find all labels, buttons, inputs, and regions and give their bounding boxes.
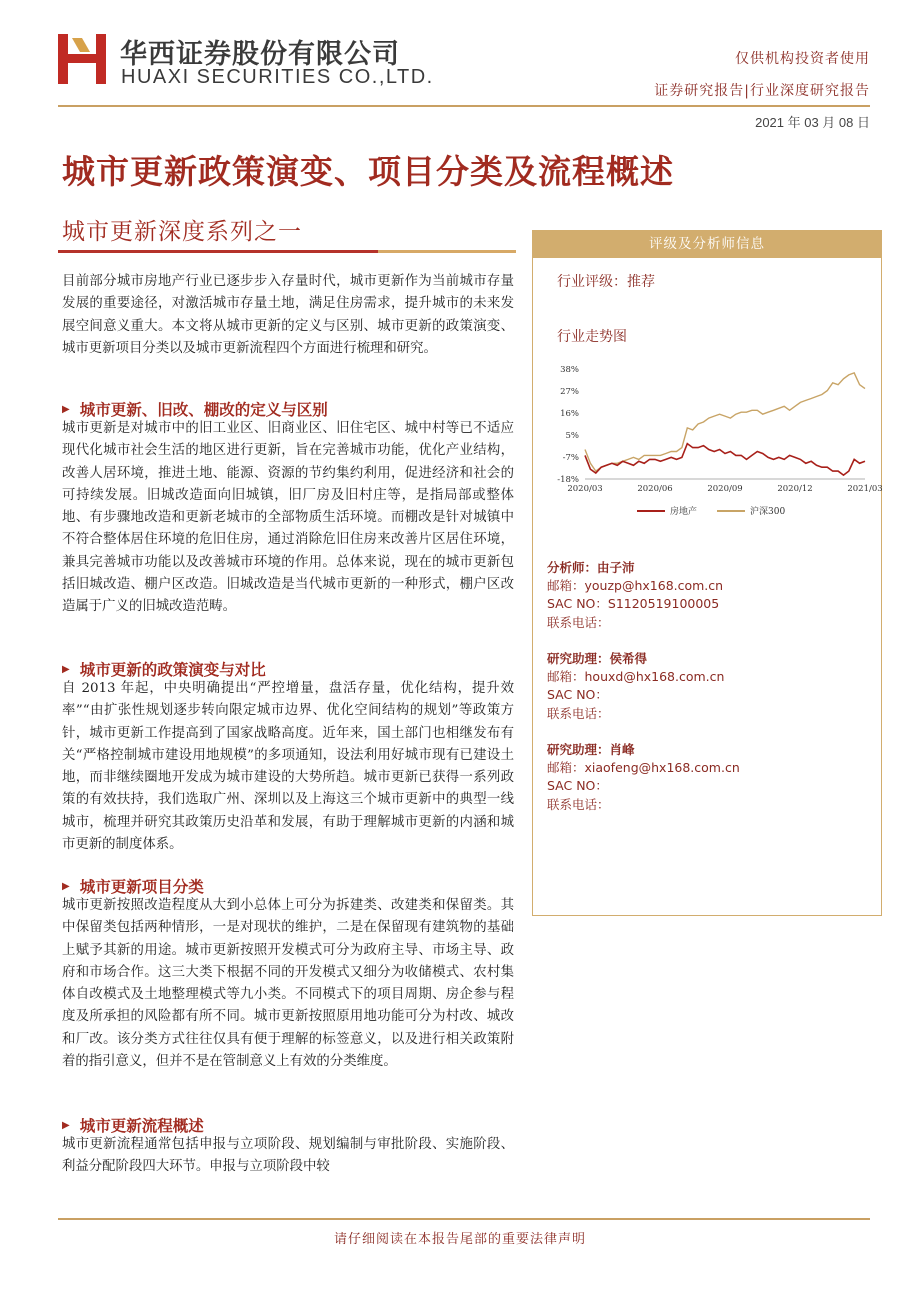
section-heading-text: 城市更新流程概述 <box>79 1116 204 1135</box>
section-heading-policy <box>62 658 514 680</box>
x-tick-label: 2020/12 <box>777 484 813 494</box>
x-tick-label: 2020/03 <box>567 484 603 494</box>
y-tick-label: 16% <box>560 409 579 419</box>
analyst-phone: 联系电话： <box>547 796 610 812</box>
y-tick-label: 27% <box>560 387 579 397</box>
x-tick-label: 2020/06 <box>637 484 673 494</box>
company-name-en: HUAXI SECURITIES CO.,LTD. <box>121 66 434 88</box>
section-body-policy: 自 2013 年起，中央明确提出“严控增量，盘活存量，优化结构，提升效率”“由扩张性规划逐步转向限定城市边界、优化空间结构的规划”等政策方针，城市更新工作提高到了国家战略高度。近年来，国土部门也相继发布有关“严格控制城市建设用地规模”的多项通知，设法利用好城市现有已建设土地，而非继续圈地开发成为城市建设的大势所趋。城市更新已获得一系列政策的有效扶持，我们选取广州、深圳以及上海这三个城市更新中的典型一线城市，梳理并研究其政策历史沿革和发展，有助于理解城市更新的内涵和城市更新的制度体系。 <box>62 681 514 853</box>
rating-analyst-panel <box>532 230 882 916</box>
section-heading-text: 城市更新的政策演变与对比 <box>79 660 266 679</box>
section-heading-text: 城市更新项目分类 <box>79 877 204 896</box>
series-line-2 <box>585 373 865 471</box>
analyst-phone: 联系电话： <box>547 705 610 721</box>
triangle-bullet-icon: ▶ <box>62 663 70 675</box>
legal-notice: 请仔细阅读在本报告尾部的重要法律声明 <box>333 1232 586 1247</box>
section-body-process: 城市更新流程通常包括申报与立项阶段、规划编制与审批阶段、实施阶段、利益分配阶段四大环节。申报与立项阶段中较 <box>62 1137 514 1175</box>
analyst-name: 研究助理：肖峰 <box>547 742 635 757</box>
y-tick-label: -7% <box>562 453 579 463</box>
legend-label: 房地产 <box>670 507 698 517</box>
section-heading-classification <box>62 875 514 897</box>
y-tick-label: 38% <box>560 365 579 375</box>
analyst-block-2 <box>547 650 724 723</box>
analyst-sac: SAC NO： <box>547 687 608 703</box>
analyst-name: 研究助理：侯希得 <box>547 651 648 666</box>
analyst-block-3 <box>547 741 740 814</box>
triangle-bullet-icon: ▶ <box>62 1119 70 1131</box>
section-body-definitions: 城市更新是对城市中的旧工业区、旧商业区、旧住宅区、城中村等已不适应现代化城市社会生活的地区进行更新，旨在完善城市功能，优化产业结构，改善人居环境，推进土地、能源、资源的节约集约利用，促进经济和社会的可持续发展。旧城改造面向旧城镇，旧厂房及旧村庄等，是指局部或整体地、有步骤地改造和更新老城市的全部物质生活环境。而棚改是针对城镇中不符合整体居住环境的危旧住房，通过消除危旧住房来改善片区居住环境，兼具完善城市功能以及改善城市环境的作用。总体来说，现在的城市更新包括旧城改造、棚户区改造。旧城改造是当代城市更新的一种形式，棚户区改造属于广义的旧城改造范畴。 <box>62 421 514 615</box>
footer-divider <box>58 1218 870 1220</box>
report-title: 城市更新政策演变、项目分类及流程概述 <box>62 152 674 191</box>
analyst-phone: 联系电话： <box>547 614 610 630</box>
audience-note: 仅供机构投资者使用 <box>735 51 870 67</box>
analyst-sac: SAC NO： <box>547 778 608 794</box>
section-heading-text: 城市更新、旧改、棚改的定义与区别 <box>79 400 328 419</box>
analyst-name: 分析师：由子沛 <box>547 560 635 575</box>
y-tick-label: -18% <box>557 475 579 485</box>
y-tick-label: 5% <box>565 431 579 441</box>
analyst-block-1 <box>547 559 723 632</box>
industry-rating: 行业评级：推荐 <box>557 274 655 290</box>
company-name-cn: 华西证券股份有限公司 <box>120 39 400 70</box>
triangle-bullet-icon: ▶ <box>62 880 70 892</box>
report-type: 证券研究报告|行业深度研究报告 <box>654 83 870 99</box>
trend-chart-label: 行业走势图 <box>557 329 627 345</box>
legend-label: 沪深300 <box>750 507 786 517</box>
section-body-classification: 城市更新按照改造程度从大到小总体上可分为拆建类、改建类和保留类。其中保留类包括两种情形，一是对现状的维护，二是在保留现有建筑物的基础上赋予其新的用途。城市更新按照开发模式可分为政府主导、市场主导、政府和市场合作。这三大类下根据不同的开发模式又细分为收储模式、农村集体自改模式及土地整理模式等九小类。不同模式下的项目周期、房企参与程度及所承担的风险都有所不同。城市更新按照原用地功能可分为村改、城改和厂改。该分类方式往往仅具有便于理解的标签意义，以及进行相关政策附着的指引意义，但并不是在管制意义上有效的分类维度。 <box>62 898 514 1070</box>
industry-trend-chart <box>541 359 883 524</box>
panel-header: 评级及分析师信息 <box>533 231 881 258</box>
x-tick-label: 2020/09 <box>707 484 743 494</box>
section-heading-process <box>62 1114 514 1136</box>
x-tick-label: 2021/03 <box>847 484 883 494</box>
analyst-sac: SAC NO：S1120519100005 <box>547 596 720 612</box>
section-heading-definitions <box>62 398 514 420</box>
report-date: 2021 年 03 月 08 日 <box>755 115 870 130</box>
subtitle-underline-accent <box>378 250 516 253</box>
analyst-email: 邮箱：houxd@hx168.com.cn <box>547 669 725 685</box>
analyst-email: 邮箱：youzp@hx168.com.cn <box>547 578 724 594</box>
analyst-email: 邮箱：xiaofeng@hx168.com.cn <box>547 760 740 776</box>
report-subtitle: 城市更新深度系列之一 <box>62 219 302 245</box>
header-divider <box>58 105 870 107</box>
triangle-bullet-icon: ▶ <box>62 403 70 415</box>
intro-paragraph: 目前部分城市房地产行业已逐步步入存量时代，城市更新作为当前城市存量发展的重要途径，对激活城市存量土地，满足住房需求，提升城市的未来发展空间意义重大。本文将从城市更新的定义与区别、城市更新的政策演变、城市更新项目分类以及城市更新流程四个方面进行梳理和研究。 <box>62 274 514 356</box>
huaxi-logo-icon <box>58 34 106 84</box>
